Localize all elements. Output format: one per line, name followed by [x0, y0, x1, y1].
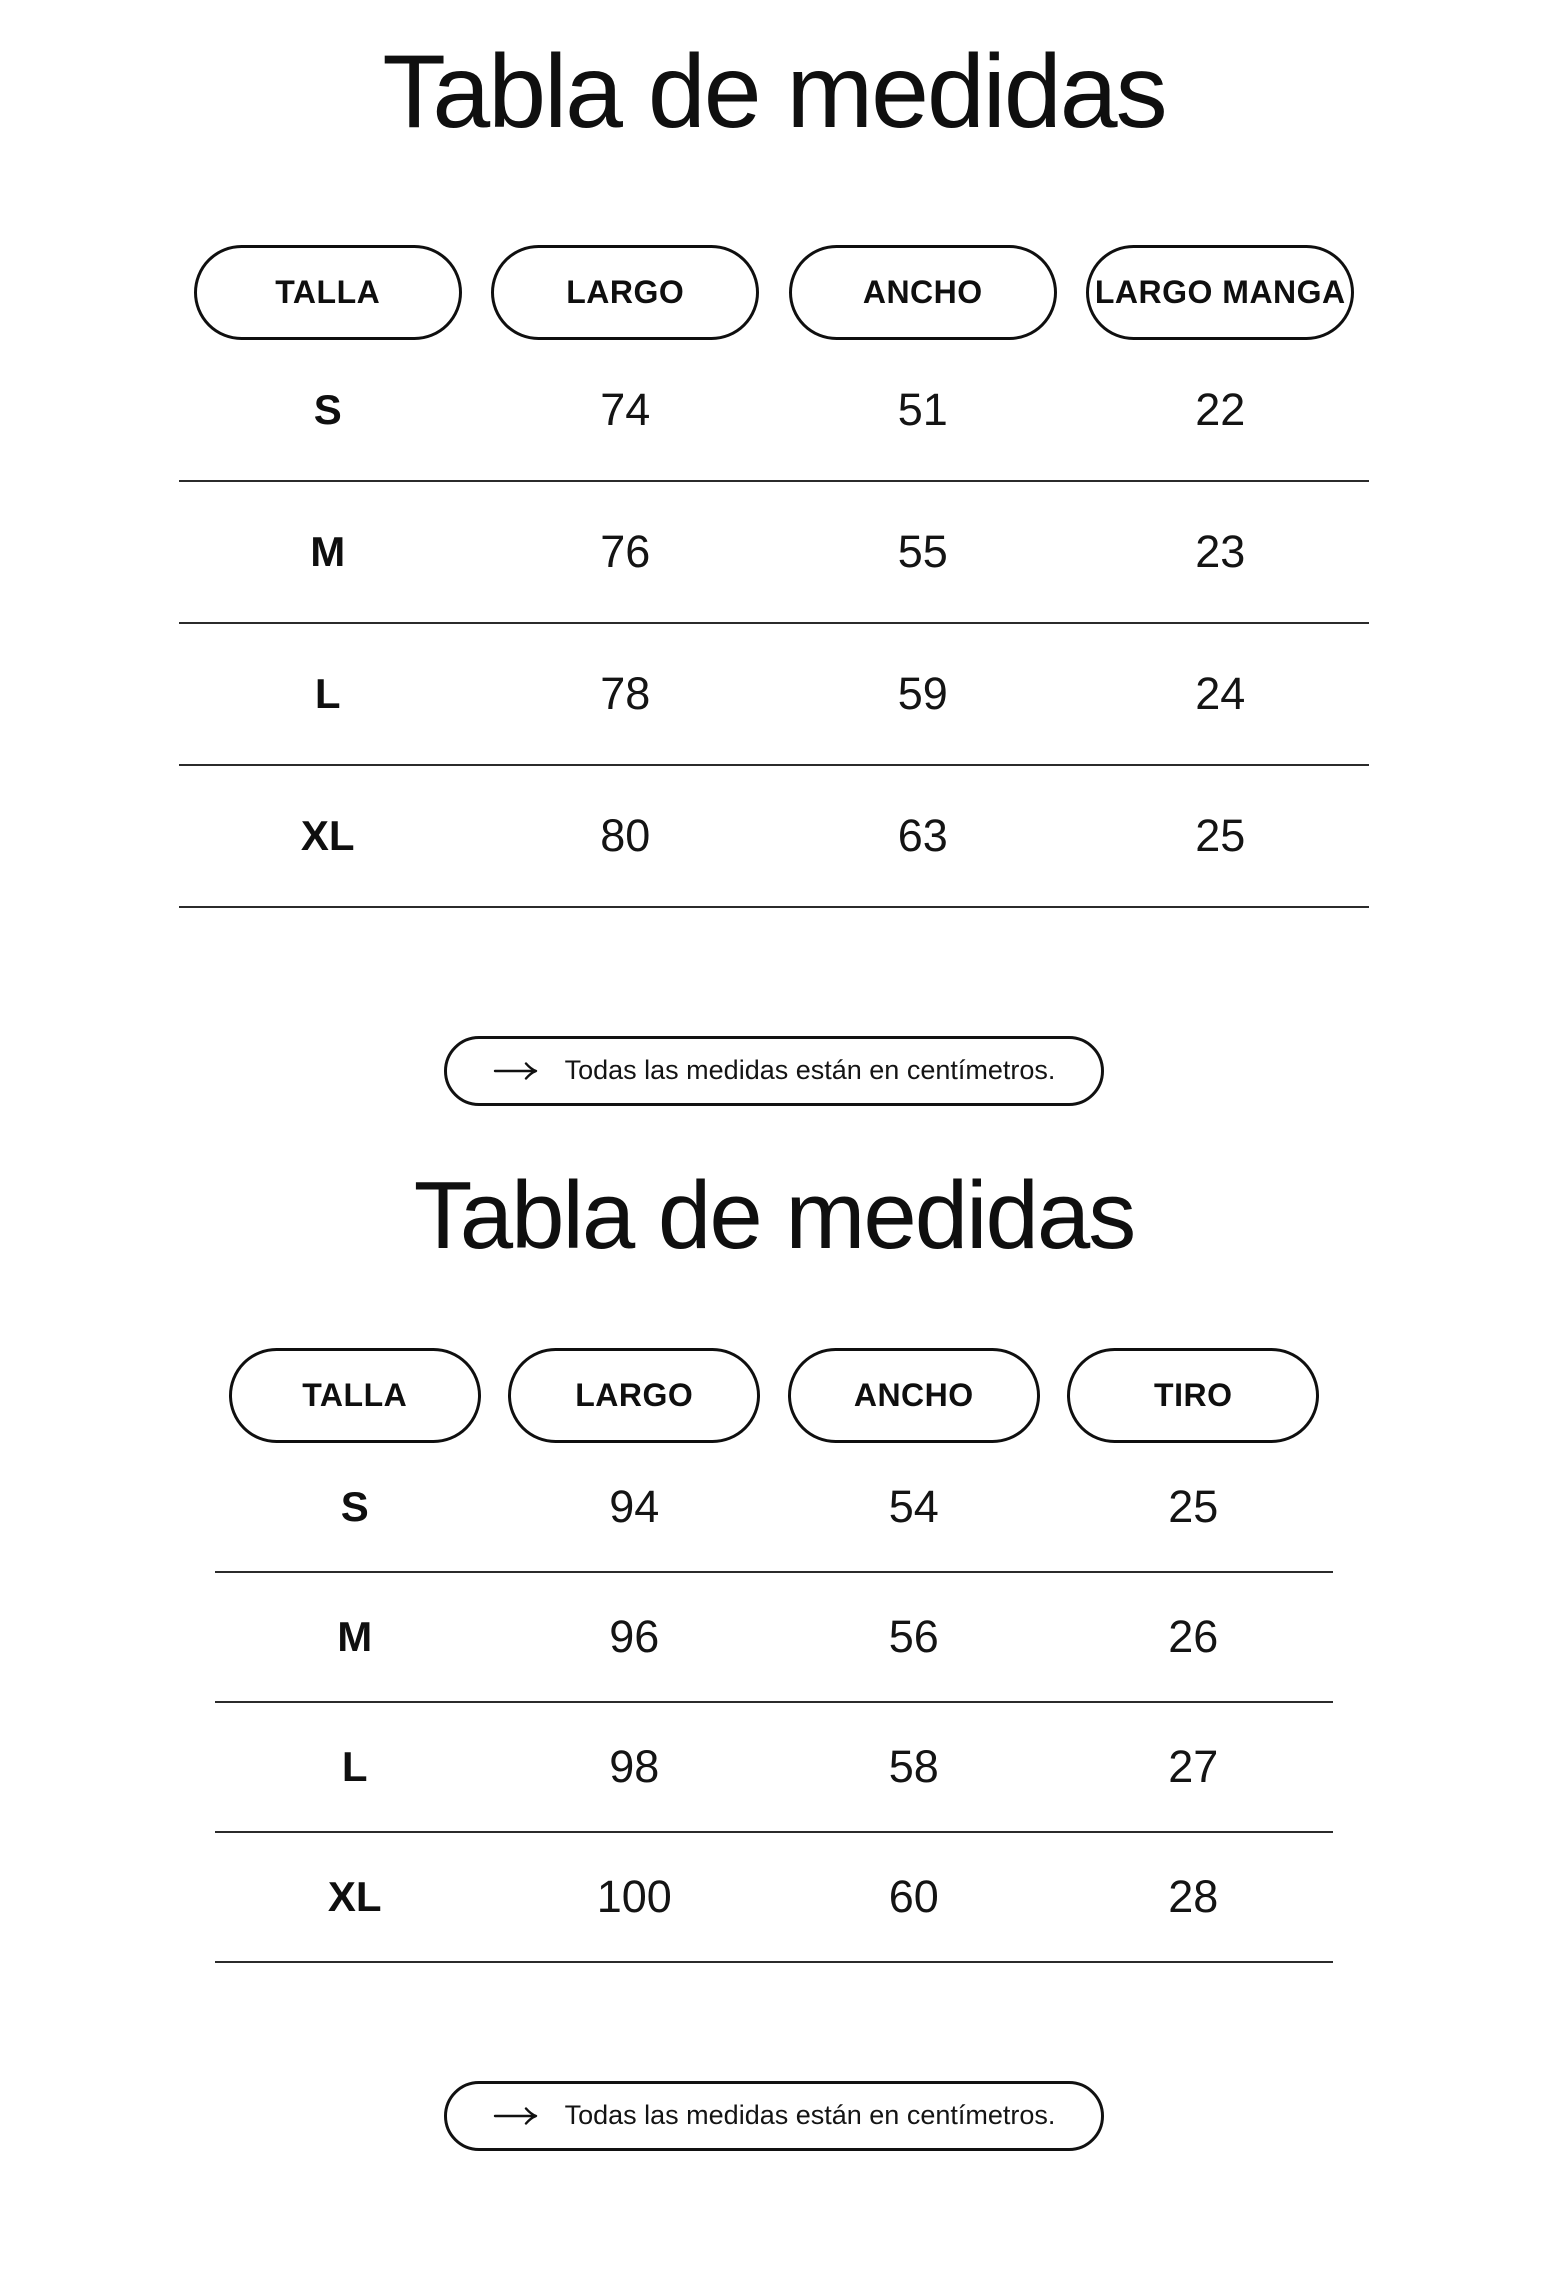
right-arrow-icon: [493, 1060, 541, 1082]
size-table-shirt: [179, 245, 1369, 1106]
header-pill-ancho: [789, 245, 1057, 340]
header-pill-talla: [194, 245, 462, 340]
value-cell: 24: [1195, 667, 1246, 719]
value-cell: 55: [897, 525, 948, 577]
value-cell: 28: [1168, 1870, 1219, 1922]
value-cell: 25: [1195, 809, 1246, 861]
value-cell: 60: [888, 1870, 939, 1922]
header-label: LARGO: [575, 1376, 694, 1413]
table-row-m: [179, 482, 1369, 624]
size-cell: M: [337, 1612, 373, 1660]
table-row-s: [215, 1443, 1333, 1573]
header-pill-largo: [491, 245, 759, 340]
table-row-xl: [179, 766, 1369, 908]
header-label: TALLA: [302, 1376, 408, 1413]
size-cell: L: [341, 1742, 368, 1790]
value-cell: 94: [609, 1480, 660, 1532]
header-pill-largo: [508, 1348, 760, 1443]
header-label: TIRO: [1154, 1376, 1233, 1413]
units-note: [444, 2081, 1105, 2151]
value-cell: 56: [888, 1610, 939, 1662]
value-cell: 96: [609, 1610, 660, 1662]
table-row-m: [215, 1573, 1333, 1703]
size-cell: L: [314, 669, 341, 717]
header-label: ANCHO: [853, 1376, 974, 1413]
header-label: TALLA: [275, 273, 381, 310]
table-row-xl: [215, 1833, 1333, 1963]
header-pill-tiro: [1067, 1348, 1319, 1443]
header-pill-talla: [229, 1348, 481, 1443]
header-label: LARGO MANGA: [1094, 273, 1346, 310]
header-label: ANCHO: [862, 273, 983, 310]
value-cell: 59: [897, 667, 948, 719]
value-cell: 98: [609, 1740, 660, 1792]
value-cell: 23: [1195, 525, 1246, 577]
value-cell: 22: [1195, 383, 1246, 435]
value-cell: 63: [897, 809, 948, 861]
size-cell: M: [310, 527, 346, 575]
size-cell: S: [340, 1482, 369, 1530]
size-cell: XL: [327, 1872, 382, 1920]
page-title: Tabla de medidas: [382, 34, 1166, 150]
table-header-row: [179, 245, 1369, 340]
size-table-pants: [215, 1348, 1333, 2151]
value-cell: 27: [1168, 1740, 1219, 1792]
value-cell: 80: [600, 809, 651, 861]
right-arrow-icon: [493, 2105, 541, 2127]
units-note: [444, 1036, 1105, 1106]
size-cell: XL: [300, 811, 355, 859]
header-label: LARGO: [566, 273, 685, 310]
table-row-l: [215, 1703, 1333, 1833]
value-cell: 78: [600, 667, 651, 719]
header-pill-largo-manga: [1086, 245, 1354, 340]
note-text: Todas las medidas están en centímetros.: [564, 1055, 1056, 1086]
table-row-l: [179, 624, 1369, 766]
value-cell: 51: [897, 383, 948, 435]
header-pill-ancho: [788, 1348, 1040, 1443]
table-row-s: [179, 340, 1369, 482]
value-cell: 100: [596, 1870, 672, 1922]
value-cell: 58: [888, 1740, 939, 1792]
table-header-row: [215, 1348, 1333, 1443]
value-cell: 25: [1168, 1480, 1219, 1532]
value-cell: 54: [888, 1480, 939, 1532]
size-cell: S: [313, 385, 342, 433]
value-cell: 76: [600, 525, 651, 577]
note-text: Todas las medidas están en centímetros.: [564, 2100, 1056, 2131]
page-title-2: Tabla de medidas: [413, 1161, 1135, 1269]
value-cell: 74: [600, 383, 651, 435]
value-cell: 26: [1168, 1610, 1219, 1662]
